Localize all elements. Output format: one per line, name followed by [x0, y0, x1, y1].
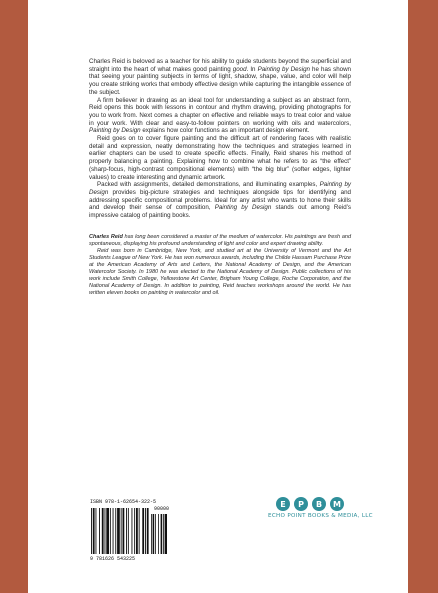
barcode-bar [106, 508, 109, 554]
barcode-bar [163, 514, 164, 554]
logo-letter: E [276, 497, 290, 511]
book-description [89, 58, 351, 220]
publisher-monogram [268, 497, 352, 511]
barcode-bar [142, 508, 144, 554]
author-bio [89, 234, 351, 297]
text-run: A firm believer in drawing as an ideal tool for understanding a subject as an abstract form, Reid opens this book with lessons in contour and rhythm drawing, providing photographs for you to work from. Next comes a chapter on effective and reliable ways to treat color and value in your work. With clear and easy-to-follow pointers on working with oils and watercolors, [89, 96, 351, 127]
text-run: explains how color functions as an important design element. [140, 127, 310, 135]
barcode-bar [123, 508, 125, 554]
barcode-bar [165, 514, 167, 554]
barcode-bar [96, 508, 97, 554]
barcode-bar [158, 514, 159, 554]
description-paragraph [89, 58, 351, 97]
description-paragraph [89, 181, 351, 220]
barcode-bar [105, 508, 106, 554]
text-run: has long been considered a master of the medium of watercolor. His paintings are fresh and spontaneous, displaying his profound understanding of light and color and expert drawing ability. [89, 233, 352, 247]
text-run: provides big-picture strategies and techniques alongside tips for identifying and addressing specific compositional problems. Ideal for any artist who wants to hone their skills and develop their sense of composition, [89, 188, 351, 212]
barcode-bar [161, 514, 163, 554]
price-code: 90000 [153, 506, 169, 512]
barcode-bar [99, 508, 100, 554]
author-name: Charles Reid [89, 233, 123, 240]
barcode-bar [115, 508, 116, 554]
barcode-bar [132, 508, 133, 554]
barcode-bars [90, 506, 170, 556]
barcode-bar [113, 508, 114, 554]
barcode-bar [121, 508, 122, 554]
text-run: stands out among Reid’s impressive catalog of painting books. [89, 204, 351, 220]
bio-paragraph [89, 234, 351, 248]
book-title: Painting by Design [257, 65, 310, 73]
back-cover-text [89, 58, 351, 297]
text-run: Packed with assignments, detailed demonstrations, and illuminating examples, [97, 181, 320, 189]
text-run: good [232, 65, 247, 73]
barcode-bar [128, 508, 129, 554]
barcode-bar [155, 514, 156, 554]
bio-paragraph: Reid was born in Cambridge, New York, and studied art at the University of Vermont and the Art Students League of New York. He has won numerous awards, including the Childe Hassam Purchase Prize at the American Academy of Arts and Letters, the National Academy of Design, and the American Watercolor Society. In 1980 he was elected to the National Academy of Design. Public collections of his work include Smith College, Yellowstone Art Center, Brigham Young College, Roche Corporation, and the National Academy of Design. In addition to painting, Reid teaches workshops around the world. He has written eleven books on painting in watercolor and oil. [89, 247, 351, 297]
barcode [90, 499, 170, 565]
description-paragraph [89, 97, 351, 136]
book-title: Painting by Design [89, 181, 351, 196]
isbn-label: ISBN 978-1-62654-322-5 [90, 499, 157, 505]
text-run: Charles Reid is beloved as a teacher for his ability to guide students beyond the superficial and straight into the heart of what makes good painting [89, 58, 351, 73]
left-color-band [0, 0, 28, 593]
barcode-bar [110, 508, 111, 554]
barcode-bar [126, 508, 127, 554]
text-run: . In [246, 65, 258, 73]
logo-letter: B [312, 497, 326, 511]
barcode-bar [153, 514, 155, 554]
book-title: Painting by Design [89, 127, 141, 135]
publisher-logo [268, 497, 373, 537]
publisher-name: ECHO POINT BOOKS & MEDIA, LLC [268, 513, 373, 519]
barcode-bar [147, 508, 149, 554]
barcode-bar [145, 508, 146, 554]
barcode-bar [93, 508, 95, 554]
barcode-bar [134, 508, 135, 554]
barcode-bar [151, 514, 152, 554]
description-paragraph: Reid goes on to cover figure painting and the difficult art of rendering faces with realistic detail and expression, neatly demonstrating how the techniques and strategies learned in earlier chapters can be used to create specific effects. Finally, Reid shares his method of properly balancing a painting. Explaining how to combine what he refers to as “the effect” (sharp-focus, high-contrast compositional elements) with “the big blur” (softer edges, lighter values) to create interesting and dynamic artwork. [89, 135, 351, 181]
right-color-band [408, 0, 438, 593]
barcode-bar [139, 508, 140, 554]
barcode-bar [136, 508, 138, 554]
text-run: he has shown that seeing your painting subjects in terms of light, shadow, shape, value, and color will help you create striking works that embody effective design while capturing the intangible essence of the subject. [89, 65, 351, 96]
barcode-bar [102, 508, 104, 554]
barcode-digits: 9 781626 543225 [90, 556, 136, 562]
logo-letter: M [330, 497, 344, 511]
barcode-bar [117, 508, 120, 554]
logo-letter: P [294, 497, 308, 511]
book-title: Painting by Design [214, 204, 272, 212]
barcode-bar [91, 508, 92, 554]
